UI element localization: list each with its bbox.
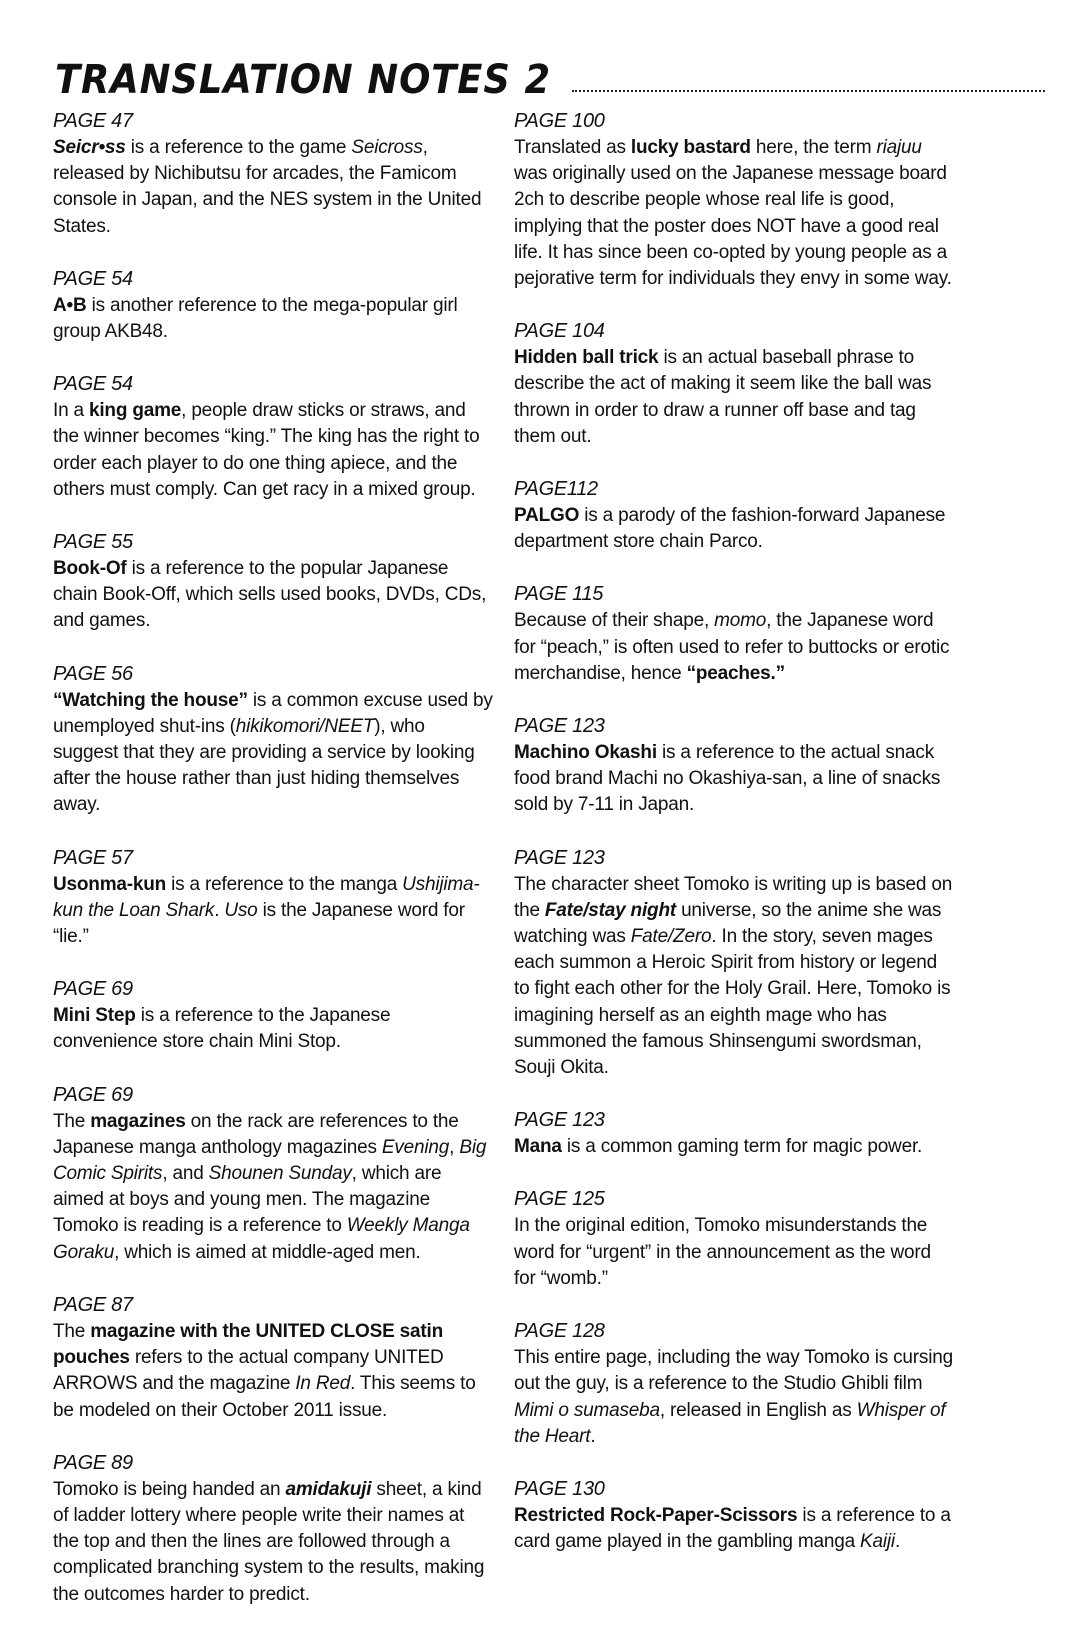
note-term: Seicr•ss — [53, 137, 126, 158]
note-text-run: is a reference to a card game played in the gambling manga — [514, 1504, 951, 1553]
note-text-run: . — [590, 1425, 596, 1447]
note-page-label: PAGE 130 — [514, 1477, 605, 1500]
note-text — [53, 1109, 493, 1266]
note-page-label: PAGE 104 — [514, 320, 605, 343]
note-entry — [53, 1450, 493, 1608]
note-text — [514, 1134, 954, 1160]
note-text — [53, 1003, 493, 1055]
note-text — [514, 1345, 954, 1450]
note-text-run: In a — [53, 400, 89, 422]
note-text — [53, 1319, 493, 1424]
note-text-run: , which are aimed at boys and young men. The magazine Tomoko is reading is a reference to — [53, 1163, 442, 1237]
note-term: Weekly Manga Goraku — [53, 1215, 470, 1263]
note-text-run: The — [53, 1110, 91, 1132]
note-page-label: PAGE 55 — [53, 531, 133, 554]
note-text-run: Because of their shape, — [514, 610, 715, 632]
note-term: lucky bastard — [630, 137, 751, 158]
left-column — [53, 108, 493, 1634]
page-title: TRANSLATION NOTES 2 — [55, 57, 552, 103]
note-text-run: . — [214, 899, 225, 921]
note-page-label: PAGE 54 — [53, 373, 133, 396]
note-text-run: This entire page, including the way Tomoko is cursing out the guy, is a reference to the Studio Ghibli film — [514, 1347, 953, 1395]
note-term: amidakuji — [285, 1478, 372, 1500]
note-entry — [53, 1292, 493, 1424]
note-term: Uso — [224, 899, 258, 921]
note-text — [514, 608, 954, 687]
note-text — [514, 1213, 954, 1292]
note-term: A•B — [53, 294, 87, 316]
note-text-run: . — [894, 1531, 901, 1553]
note-entry — [53, 976, 493, 1055]
note-text — [53, 872, 493, 951]
note-entry — [514, 1186, 954, 1292]
note-entry — [514, 1476, 954, 1555]
note-text-run: . In the story, seven mages each summon a Heroic Spirit from history or legend to fight each other for the Holy Grail. Here, Tomoko is imagining herself as an eighth mage who has summoned the famous Shinsengumi swordsman, Souji Okita. — [514, 926, 951, 1079]
note-page-label: PAGE 69 — [53, 978, 133, 1001]
note-text-run: ), who suggest that they are providing a service by looking after the house rather than just hiding themselves away. — [53, 715, 475, 816]
note-text-run: is the Japanese word for “lie.” — [53, 899, 465, 948]
note-entry — [53, 661, 493, 819]
note-term: “peaches.” — [686, 662, 785, 684]
note-term: Shounen Sunday — [208, 1163, 352, 1185]
note-term: Fate/Zero — [630, 926, 712, 948]
note-entry — [514, 581, 954, 687]
note-term: king game — [88, 400, 182, 422]
note-text — [514, 503, 954, 555]
note-text — [53, 398, 493, 503]
note-text-run: refers to the actual company UNITED ARROWS and the magazine — [53, 1347, 444, 1395]
note-page-label: PAGE 56 — [53, 662, 133, 685]
note-entry — [514, 713, 954, 819]
note-term: Fate/stay night — [544, 899, 676, 921]
note-term: Book-Of — [53, 558, 127, 580]
note-page-label: PAGE 123 — [514, 846, 605, 869]
note-term: magazine with the UNITED CLOSE satin pouches — [53, 1320, 444, 1369]
note-page-label: PAGE 128 — [514, 1320, 605, 1343]
note-term: PALGO — [514, 505, 580, 527]
note-text-run: is an actual baseball phrase to describe the act of making it seem like the ball was thrown in order to draw a runner off base and tag them out. — [514, 347, 932, 447]
note-text-run: is a reference to the game — [125, 137, 352, 158]
note-term: Evening — [381, 1136, 450, 1158]
note-text-run: universe, so the anime she was watching was — [514, 899, 942, 948]
note-page-label: PAGE 69 — [53, 1083, 133, 1106]
dotted-rule — [572, 90, 1045, 92]
note-entry — [53, 371, 493, 503]
note-text-run: is a reference to the Japanese convenience store chain Mini Stop. — [53, 1005, 391, 1053]
note-entry — [53, 266, 493, 345]
note-entry — [514, 1107, 954, 1160]
note-entry — [514, 476, 954, 555]
note-term: In Red — [295, 1373, 351, 1395]
note-term: Big Comic Spirits — [53, 1136, 487, 1185]
note-text-run: , and — [162, 1163, 209, 1185]
note-text — [53, 135, 493, 240]
note-text-run: In the original edition, Tomoko misunderstands the word for “urgent” in the announcement as the word for “womb.” — [514, 1215, 931, 1289]
note-entry — [53, 845, 493, 951]
note-entry — [514, 108, 954, 292]
note-text-run: is a reference to the manga — [166, 873, 403, 895]
note-page-label: PAGE 89 — [53, 1451, 133, 1474]
note-text — [53, 688, 493, 819]
note-page-label: PAGE 123 — [514, 715, 605, 738]
note-term: riajuu — [876, 137, 922, 158]
note-entry — [53, 1082, 493, 1266]
note-text-run: , which is aimed at middle-aged men. — [114, 1241, 421, 1263]
right-column — [514, 108, 954, 1581]
note-term: “Watching the house” — [53, 689, 248, 711]
note-term: Machino Okashi — [514, 742, 657, 764]
note-text-run: on the rack are references to the Japanese manga anthology magazines — [53, 1110, 459, 1158]
note-entry — [514, 318, 954, 450]
note-text-run: Translated as — [514, 137, 631, 158]
note-term: Mana — [514, 1136, 562, 1158]
note-term: Seicross — [351, 137, 423, 158]
note-text — [53, 293, 493, 345]
note-text — [514, 740, 954, 819]
note-page-label: PAGE 100 — [514, 110, 605, 132]
note-page-label: PAGE 47 — [53, 110, 133, 132]
note-text — [514, 1503, 954, 1555]
page-header — [55, 38, 1045, 103]
note-text-run: Tomoko is being handed an — [53, 1478, 286, 1500]
note-page-label: PAGE 123 — [514, 1109, 605, 1132]
note-term: Kaiji — [860, 1531, 895, 1553]
note-text-run: was originally used on the Japanese message board 2ch to describe people whose real life is good, implying that the poster does NOT have a good real life. It has since been co-opted by young people as a pejorative term for individuals they envy in some way. — [514, 163, 952, 290]
note-entry — [514, 845, 954, 1082]
note-text-run: sheet, a kind of ladder lottery where people write their names at the top and then the lines are followed through a complicated branching system to the results, making the outcomes harder to predict. — [53, 1478, 485, 1605]
note-text — [514, 872, 954, 1082]
note-text-run: is a reference to the actual snack food brand Machi no Okashiya-san, a line of snacks sold by 7-11 in Japan. — [514, 742, 941, 816]
note-text-run: is a common excuse used by unemployed shut-ins ( — [53, 689, 493, 737]
note-text-run: here, the term — [750, 137, 877, 158]
note-text-run: , people draw sticks or straws, and the winner becomes “king.” The king has the right to order each player to do one thing apiece, and the others must comply. Can get racy in a mixed group. — [53, 400, 480, 500]
note-text-run: is a reference to the popular Japanese chain Book-Off, which sells used books, DVDs, CDs, and games. — [53, 558, 487, 632]
note-term: Mini Step — [53, 1005, 136, 1027]
note-text — [53, 1477, 493, 1608]
note-text — [514, 135, 954, 292]
note-page-label: PAGE 87 — [53, 1293, 133, 1316]
note-term: Whisper of the Heart — [514, 1399, 946, 1447]
note-text-run: is a common gaming term for magic power. — [561, 1136, 923, 1158]
note-entry — [53, 108, 493, 240]
note-text-run: is another reference to the mega-popular girl group AKB48. — [53, 294, 458, 343]
note-entry — [53, 529, 493, 635]
note-text — [53, 556, 493, 635]
note-page-label: PAGE 54 — [53, 267, 133, 290]
note-page-label: PAGE 115 — [514, 583, 604, 606]
note-page-label: PAGE 125 — [514, 1188, 605, 1211]
note-text-run: , the Japanese word for “peach,” is often used to refer to buttocks or erotic merchandise, hence — [514, 610, 950, 684]
note-term: Usonma-kun — [53, 873, 167, 895]
note-term: hikikomori/NEET — [235, 715, 375, 737]
note-term: Ushijima-kun the Loan Shark — [53, 873, 480, 921]
note-term: Mimi o sumaseba — [514, 1399, 660, 1421]
note-term: Restricted Rock-Paper-Scissors — [514, 1504, 798, 1526]
note-page-label: PAGE112 — [514, 478, 598, 501]
note-entry — [514, 1318, 954, 1450]
note-text-run: is a parody of the fashion-forward Japanese department store chain Parco. — [514, 505, 946, 553]
note-term: momo — [714, 610, 767, 632]
note-term: magazines — [90, 1110, 186, 1132]
note-text-run: , — [449, 1136, 460, 1158]
note-text-run: , released by Nichibutsu for arcades, the Famicom console in Japan, and the NES system in the United States. — [53, 137, 482, 237]
note-page-label: PAGE 57 — [53, 846, 133, 869]
note-text — [514, 345, 954, 450]
note-text-run: The character sheet Tomoko is writing up is based on the — [514, 873, 953, 921]
note-text-run: , released in English as — [659, 1399, 857, 1421]
note-text-run: The — [53, 1320, 91, 1342]
note-term: Hidden ball trick — [514, 347, 659, 369]
note-text-run: . This seems to be modeled on their October 2011 issue. — [53, 1373, 476, 1421]
